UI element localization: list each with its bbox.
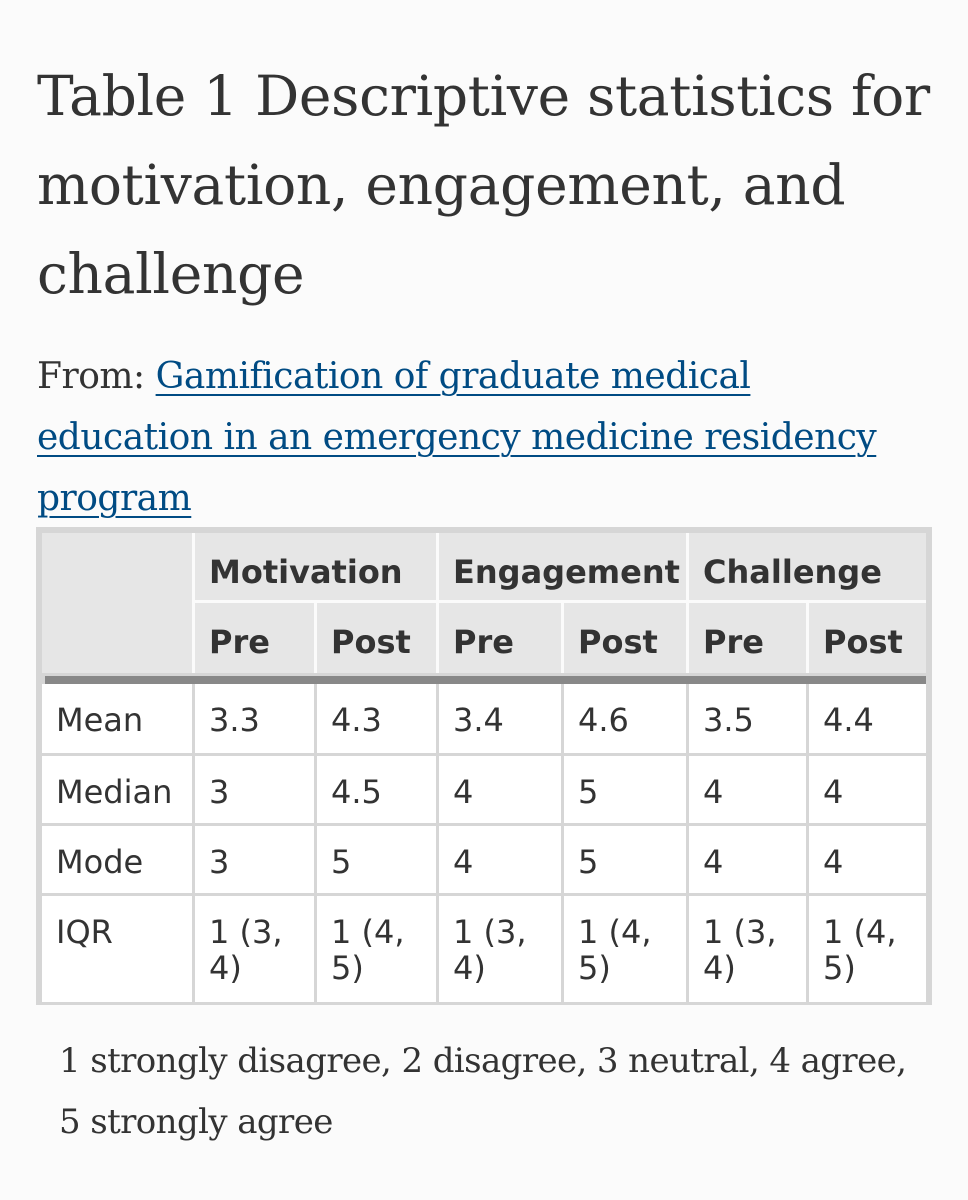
statistics-table-container — [36, 527, 932, 1005]
table-cell: 4.6 — [561, 684, 686, 753]
table-cell: 5 — [561, 753, 686, 823]
subheader-engagement-post: Post — [561, 603, 686, 673]
table-cell: 3 — [192, 753, 314, 823]
table-cell: 4 — [686, 753, 806, 823]
source-article-link[interactable]: Gamification of graduate medical education in an emergency medicine residency program — [37, 356, 877, 519]
table-cell: 1 (4, 5) — [314, 893, 436, 1002]
row-label: Median — [42, 753, 192, 823]
table-cell: 4 — [686, 823, 806, 893]
table-cell: 3 — [192, 823, 314, 893]
subheader-challenge-post: Post — [806, 603, 926, 673]
subheader-engagement-pre: Pre — [436, 603, 561, 673]
table-cell: 1 (3, 4) — [436, 893, 561, 1002]
table-footnote: 1 strongly disagree, 2 disagree, 3 neutral, 4 agree, 5 strongly agree — [59, 1041, 907, 1142]
row-label: IQR — [42, 893, 192, 1002]
table-cell: 4 — [806, 753, 926, 823]
group-header-engagement: Engagement — [436, 533, 686, 603]
table-cell: 1 (4, 5) — [806, 893, 926, 1002]
table-cell: 4 — [436, 753, 561, 823]
table-cell: 1 (4, 5) — [561, 893, 686, 1002]
header-corner — [42, 533, 192, 673]
table-title: Table 1 Descriptive statistics for motivation, engagement, and challenge — [37, 64, 930, 306]
table-cell: 5 — [314, 823, 436, 893]
table-cell: 3.5 — [686, 684, 806, 753]
subheader-motivation-post: Post — [314, 603, 436, 673]
table-header — [42, 533, 926, 673]
table-cell: 3.3 — [192, 684, 314, 753]
row-label: Mode — [42, 823, 192, 893]
table-row — [42, 823, 926, 893]
row-label: Mean — [42, 684, 192, 753]
table-cell: 4.4 — [806, 684, 926, 753]
subheader-challenge-pre: Pre — [686, 603, 806, 673]
table-cell: 1 (3, 4) — [192, 893, 314, 1002]
group-header-challenge: Challenge — [686, 533, 926, 603]
table-cell: 1 (3, 4) — [686, 893, 806, 1002]
group-header-motivation: Motivation — [192, 533, 436, 603]
table-cell: 4.3 — [314, 684, 436, 753]
table-row — [42, 893, 926, 1002]
table-cell: 4.5 — [314, 753, 436, 823]
statistics-table — [42, 533, 926, 1002]
subheader-motivation-pre: Pre — [192, 603, 314, 673]
table-cell: 3.4 — [436, 684, 561, 753]
table-row — [42, 684, 926, 753]
header-separator — [42, 673, 926, 684]
table-cell: 4 — [806, 823, 926, 893]
table-cell: 5 — [561, 823, 686, 893]
source-prefix: From: — [37, 356, 145, 397]
table-cell: 4 — [436, 823, 561, 893]
source-citation — [37, 346, 927, 529]
header-separator-bar — [42, 673, 926, 684]
table-body — [42, 673, 926, 1002]
table-row — [42, 753, 926, 823]
